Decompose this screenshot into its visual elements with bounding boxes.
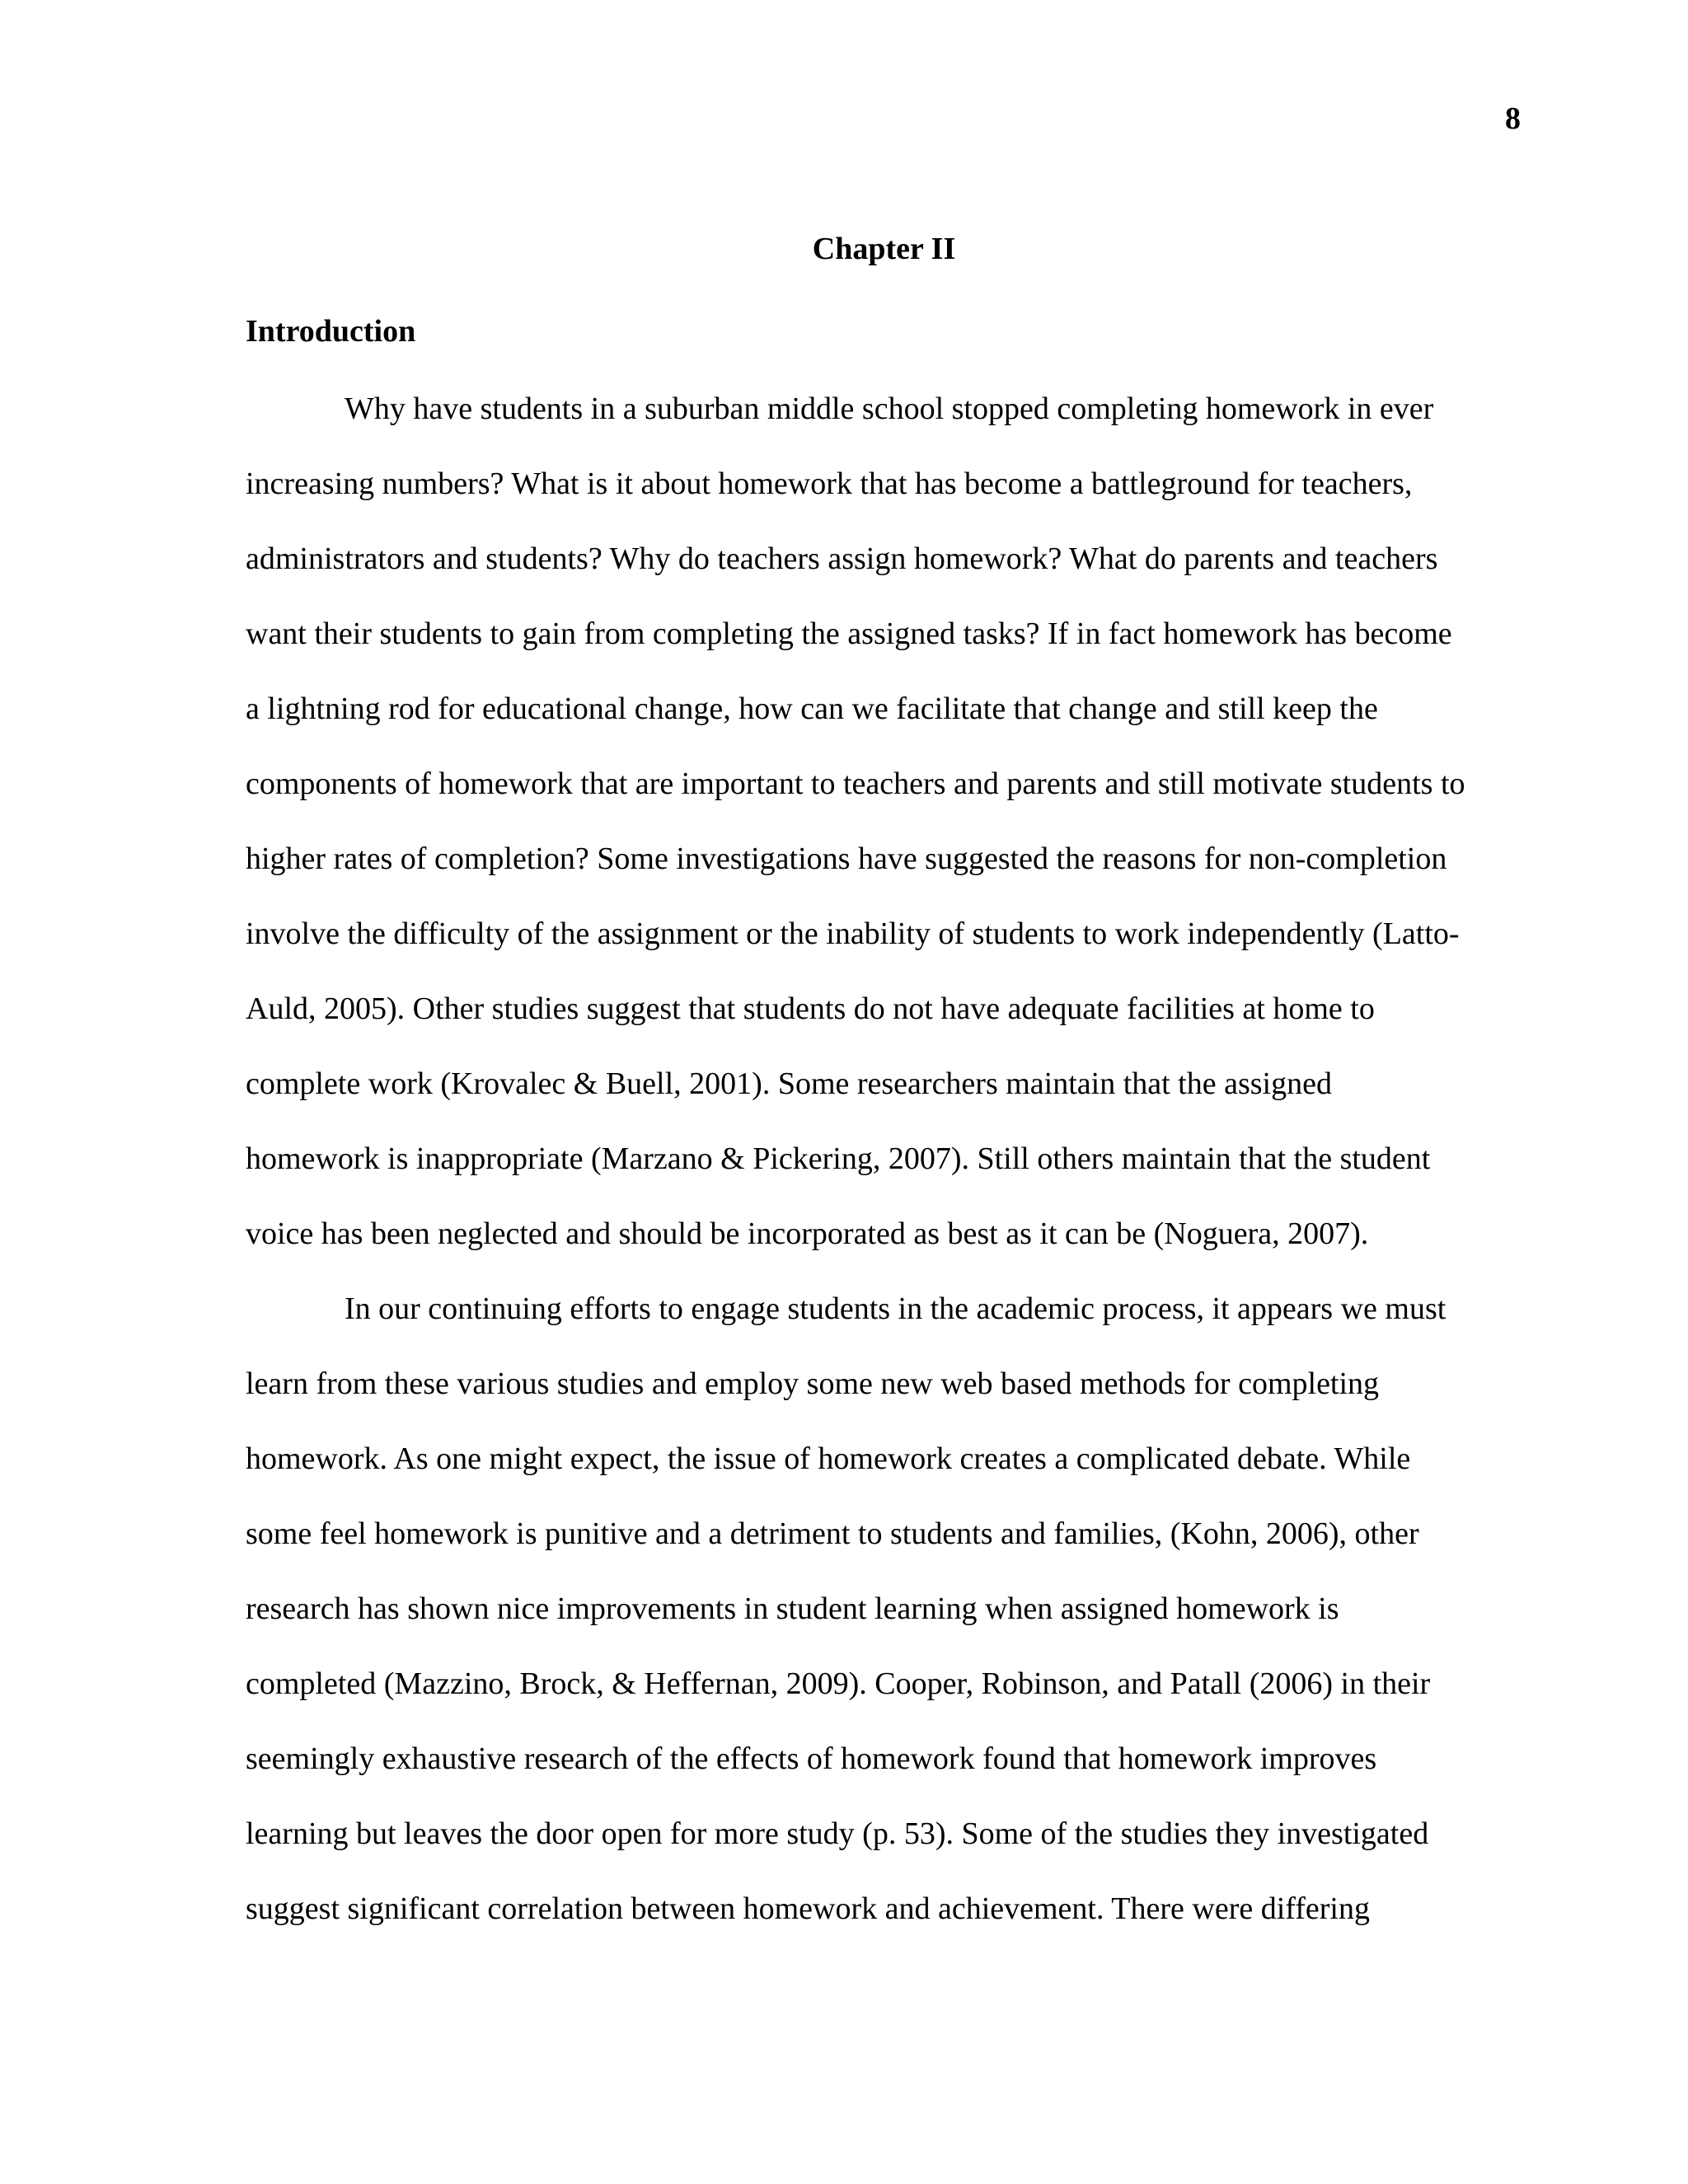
paragraph-1-line-2: increasing numbers? What is it about homework that has become a battleground for teachers,: [246, 466, 1413, 501]
paragraph-2-line-4: some feel homework is punitive and a detriment to students and families, (Kohn, 2006), other: [246, 1516, 1419, 1551]
paragraph-1-line-8: involve the difficulty of the assignment or the inability of students to work independently (Latto-: [246, 916, 1460, 951]
paragraph-1-line-12: voice has been neglected and should be incorporated as best as it can be (Noguera, 2007).: [246, 1216, 1369, 1251]
paragraph-2-line-6: completed (Mazzino, Brock, & Heffernan, 2009). Cooper, Robinson, and Patall (2006) in their: [246, 1666, 1431, 1701]
paragraph-1-line-10: complete work (Krovalec & Buell, 2001). Some researchers maintain that the assigned: [246, 1066, 1332, 1101]
paragraph-1-line-11: homework is inappropriate (Marzano & Pickering, 2007). Still others maintain that the student: [246, 1141, 1431, 1176]
paragraph-1-line-6: components of homework that are important to teachers and parents and still motivate students to: [246, 766, 1465, 801]
paragraph-1-line-7: higher rates of completion? Some investigations have suggested the reasons for non-completion: [246, 841, 1447, 876]
paragraph-2-line-8: learning but leaves the door open for more study (p. 53). Some of the studies they investigated: [246, 1816, 1429, 1851]
paragraph-2-line-5: research has shown nice improvements in student learning when assigned homework is: [246, 1591, 1339, 1626]
paragraph-2-line-1: In our continuing efforts to engage students in the academic process, it appears we must: [345, 1291, 1447, 1326]
paragraph-2-line-7: seemingly exhaustive research of the effects of homework found that homework improves: [246, 1741, 1377, 1776]
paragraph-2-line-9: suggest significant correlation between homework and achievement. There were differing: [246, 1891, 1370, 1926]
paragraph-1-line-9: Auld, 2005). Other studies suggest that students do not have adequate facilities at home to: [246, 991, 1375, 1026]
page-number: 8: [1505, 101, 1521, 136]
paragraph-1-line-1: Why have students in a suburban middle school stopped completing homework in ever: [345, 391, 1434, 426]
paragraph-1-line-5: a lightning rod for educational change, how can we facilitate that change and still keep the: [246, 691, 1378, 726]
chapter-title: Chapter II: [812, 232, 956, 266]
paragraph-1-line-3: administrators and students? Why do teachers assign homework? What do parents and teachers: [246, 541, 1438, 576]
paragraph-1-line-4: want their students to gain from completing the assigned tasks? If in fact homework has become: [246, 616, 1452, 651]
paragraph-2-line-3: homework. As one might expect, the issue of homework creates a complicated debate. While: [246, 1441, 1411, 1476]
section-heading: Introduction: [246, 314, 416, 349]
paragraph-2-line-2: learn from these various studies and employ some new web based methods for completing: [246, 1366, 1380, 1401]
